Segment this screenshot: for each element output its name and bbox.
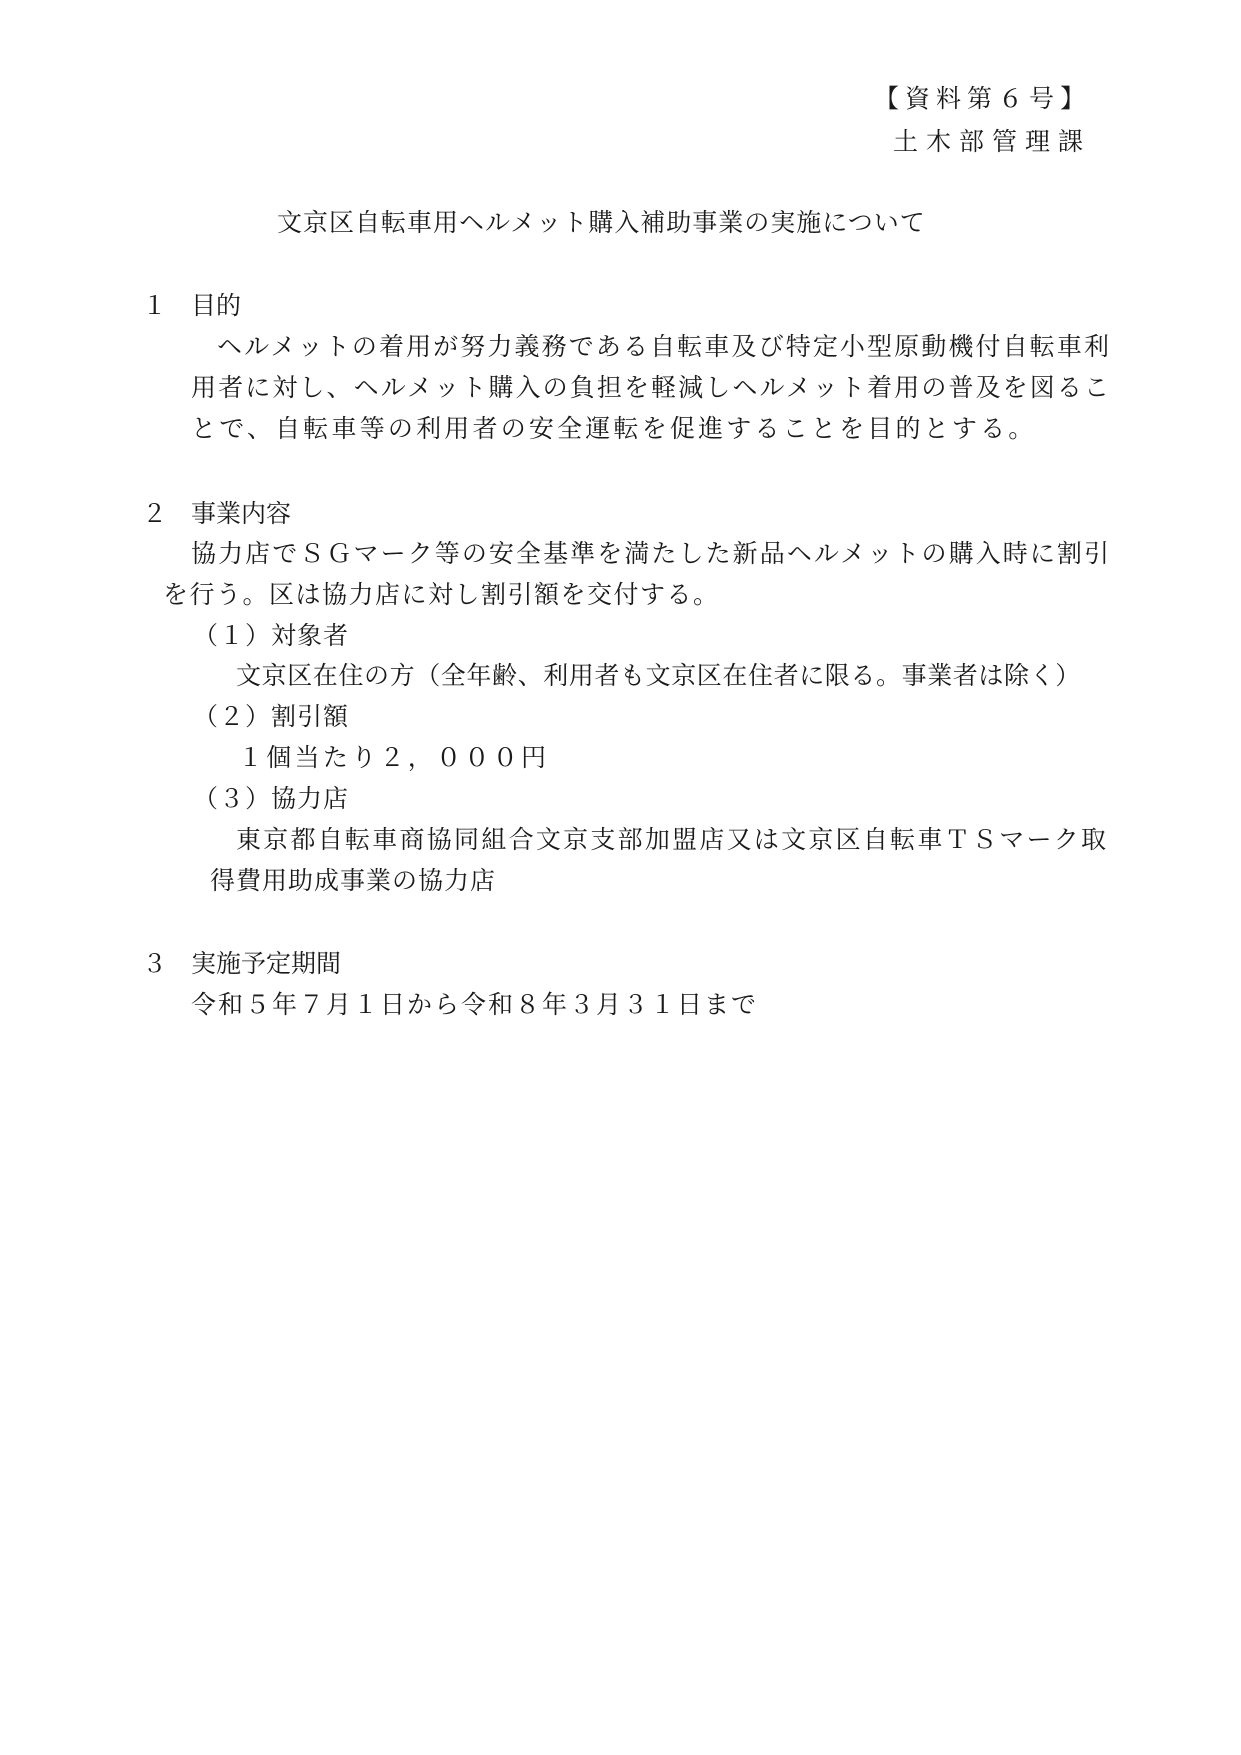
document-reference: 【資料第６号】: [873, 84, 1091, 113]
section-2-line-2: を行う。区は協力店に対し割引額を交付する。: [163, 580, 720, 609]
item-3-line-1: 東京都自転車商協同組合文京支部加盟店又は文京区自転車ＴＳマーク取: [236, 825, 1106, 854]
item-1-label: （１）対象者: [193, 621, 350, 650]
item-3-label: （３）協力店: [193, 784, 350, 813]
section-2-line-1: 協力店でＳＧマーク等の安全基準を満たした新品ヘルメットの購入時に割引: [191, 539, 1109, 568]
section-1-line-3: とで、自転車等の利用者の安全運転を促進することを目的とする。: [191, 414, 1037, 443]
section-3-heading: 実施予定期間: [191, 949, 342, 978]
item-3-line-2: 得費用助成事業の協力店: [210, 866, 497, 895]
item-2-label: （２）割引額: [193, 702, 350, 731]
section-1-line-2: 用者に対し、ヘルメット購入の負担を軽減しヘルメット着用の普及を図るこ: [191, 373, 1109, 402]
section-3-line-1: 令和５年７月１日から令和８年３月３１日まで: [191, 990, 759, 1019]
section-1-line-1: ヘルメットの着用が努力義務である自転車及び特定小型原動機付自転車利: [217, 332, 1109, 361]
section-1-number: １: [142, 291, 168, 320]
document-title: 文京区自転車用ヘルメット購入補助事業の実施について: [277, 208, 926, 237]
section-2-heading: 事業内容: [191, 499, 292, 528]
item-1-line-1: 文京区在住の方（全年齢、利用者も文京区在住者に限る。事業者は除く）: [236, 661, 1081, 690]
item-2-line-1: １個当たり２，０００円: [238, 743, 550, 772]
section-3-number: ３: [142, 949, 168, 978]
section-1-heading: 目的: [191, 291, 242, 320]
department-name: 土木部管理課: [892, 127, 1091, 156]
section-2-number: ２: [142, 499, 168, 528]
